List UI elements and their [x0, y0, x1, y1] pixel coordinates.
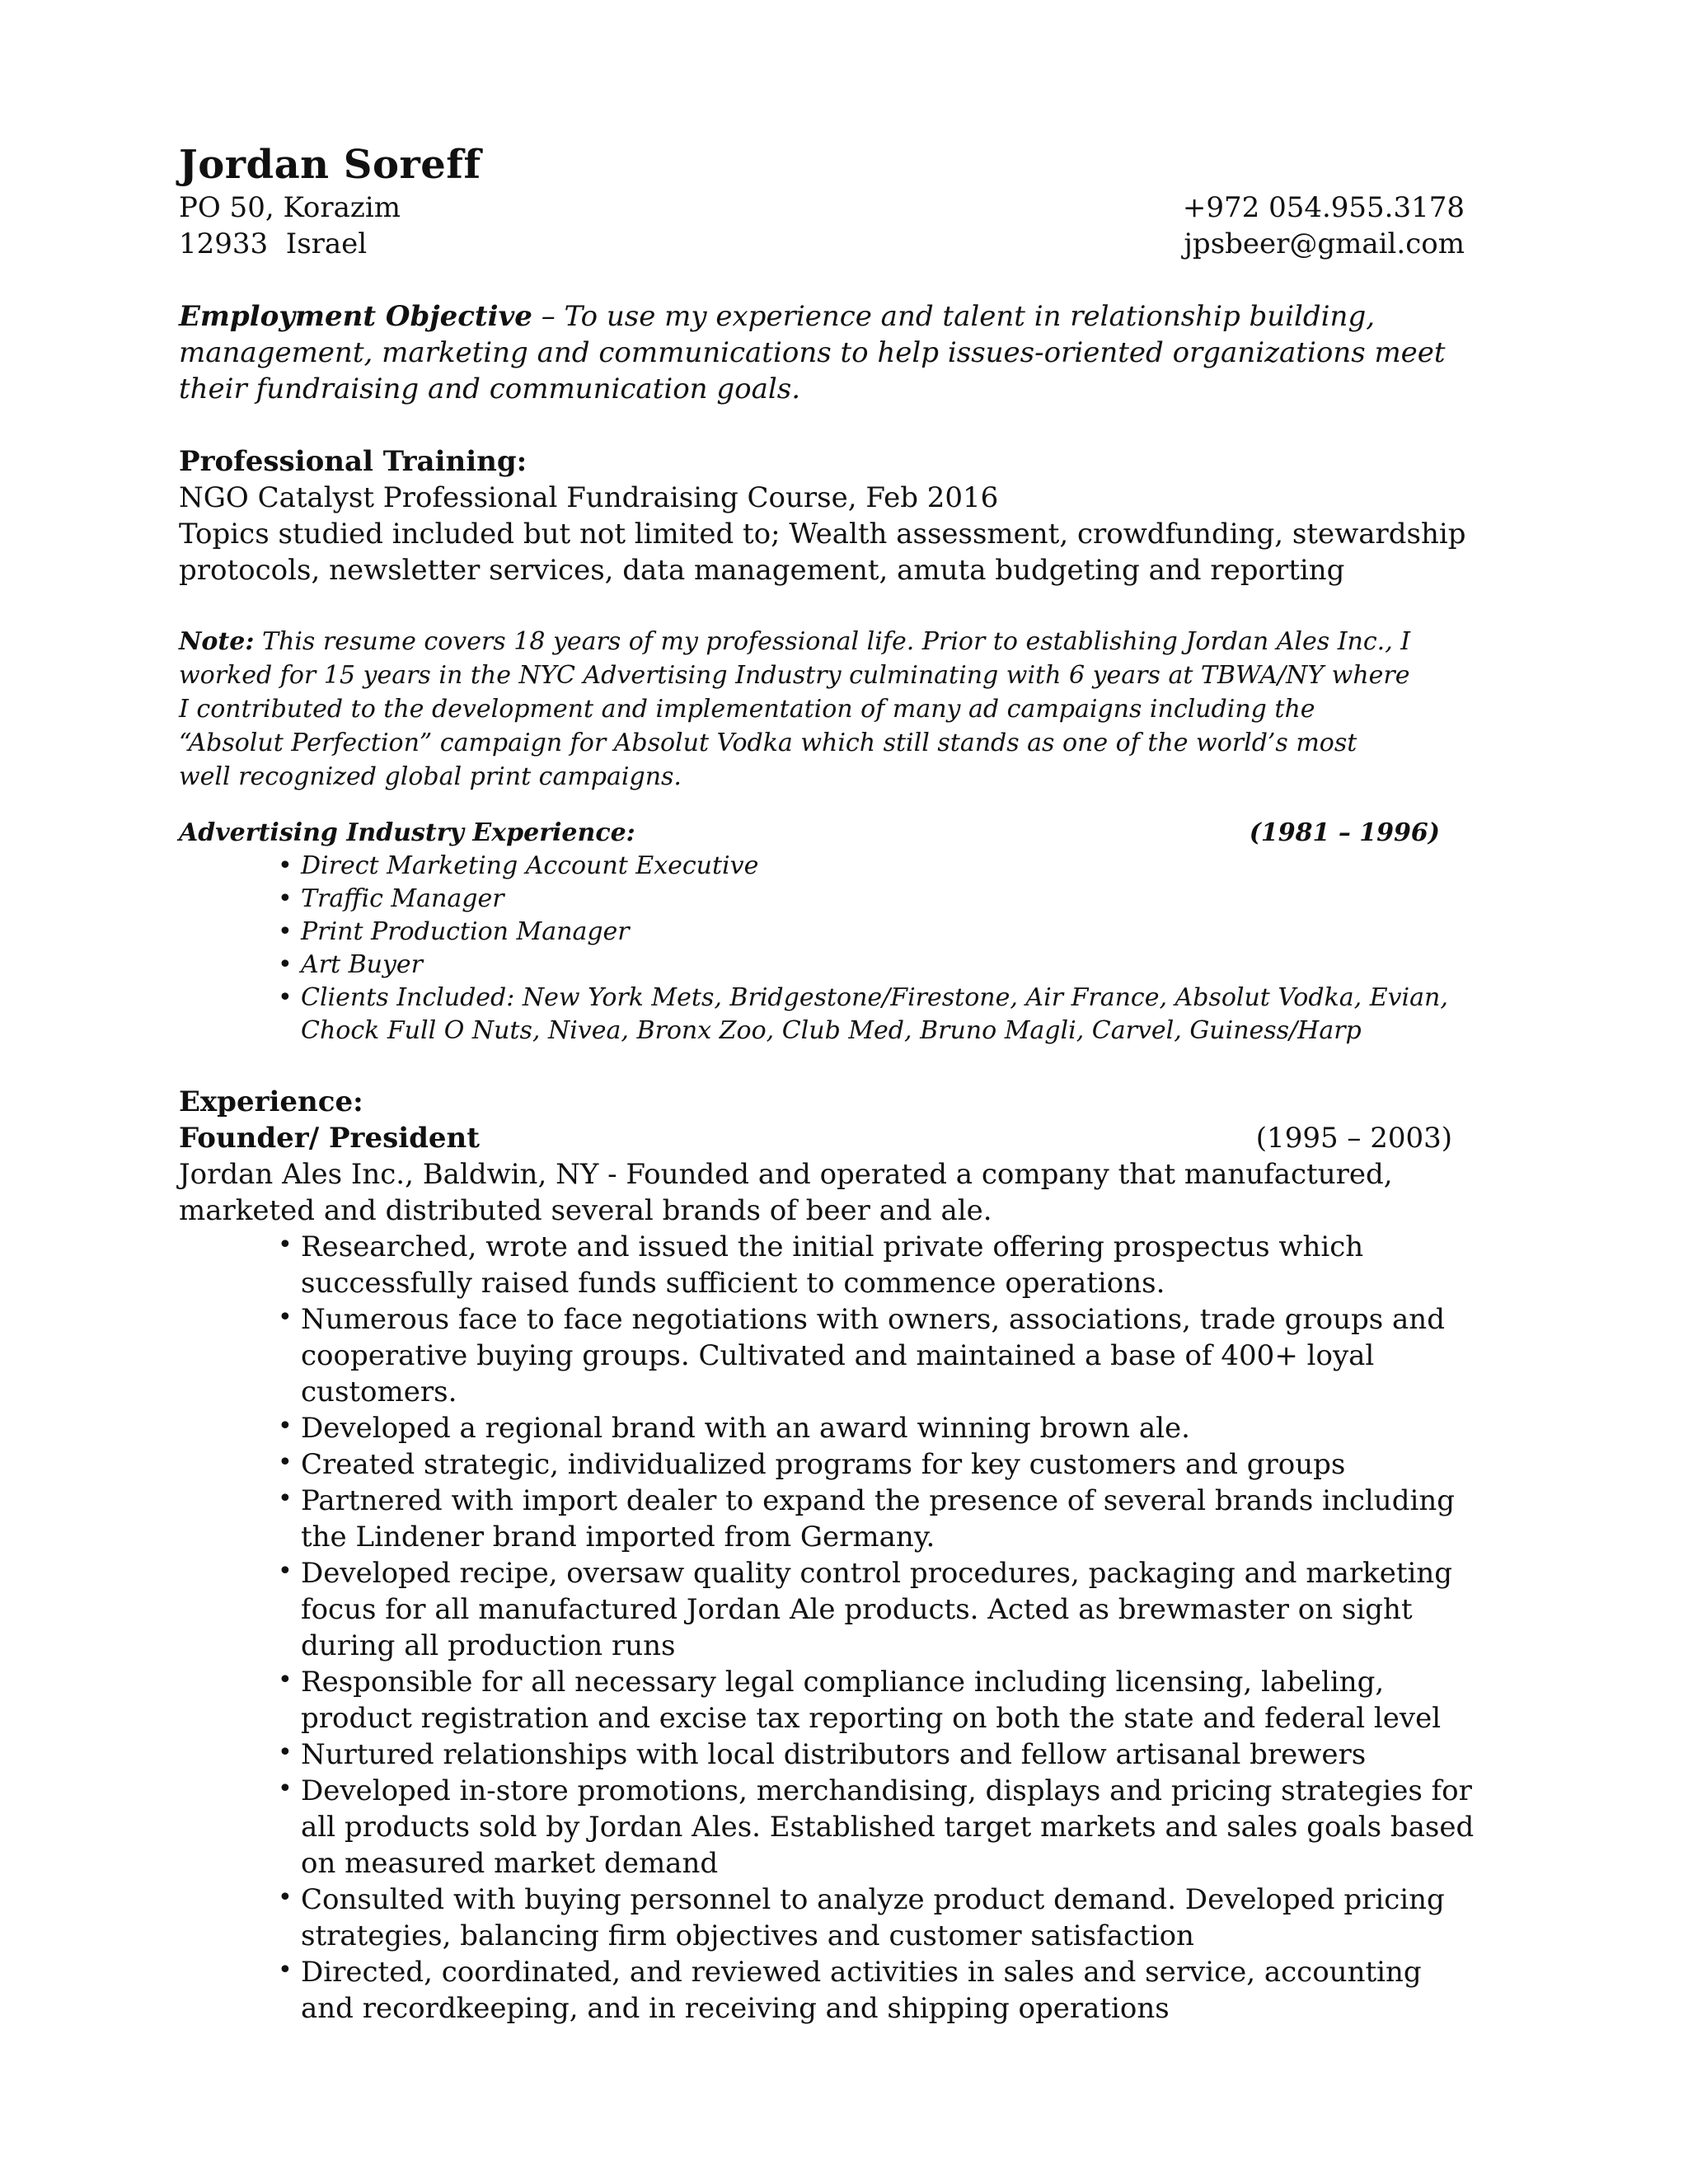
- experience-section: [179, 1084, 1475, 2027]
- bullet-glyph: •: [278, 1484, 293, 1513]
- list-item: • Created strategic, individualized programs for key customers and groups: [278, 1446, 1481, 1483]
- bullet-glyph: •: [278, 1774, 293, 1803]
- bullet-glyph: •: [278, 1448, 293, 1477]
- bullet-glyph: •: [278, 1883, 293, 1912]
- list-item: • Clients Included: New York Mets, Bridgestone/Firestone, Air France, Absolut Vodka, Evian, Chock Full O Nuts, Nivea, Bronx Zoo, Club Med, Bruno Magli, Carvel, Guiness/Harp: [278, 983, 1448, 1045]
- list-item: • Directed, coordinated, and reviewed activities in sales and service, accounting and recordkeeping, and in receiving and shipping operations: [278, 1954, 1481, 2027]
- bullet-glyph: •: [278, 1738, 293, 1767]
- list-item: • Art Buyer: [278, 949, 1473, 982]
- bullet-glyph: •: [278, 950, 293, 979]
- bullet-glyph: •: [278, 983, 293, 1012]
- phone-number: +972 054.955.3178: [1182, 191, 1465, 224]
- objective-text: – To use my experience and talent in relationship building, management, marketing and communications to help issues-oriented organizations meet their fundraising and communication goals.: [179, 300, 1446, 405]
- bullet-glyph: •: [278, 1956, 293, 1985]
- training-heading: Professional Training:: [179, 445, 528, 478]
- contact-row-2: [179, 226, 1465, 262]
- list-item: • Partnered with import dealer to expand the presence of several brands including the Lindener brand imported from Germany.: [278, 1483, 1481, 1555]
- bullet-glyph: •: [278, 1303, 293, 1332]
- experience-heading: Experience:: [179, 1085, 363, 1118]
- list-item: • Print Production Manager: [278, 916, 1473, 949]
- email-address: jpsbeer@gmail.com: [1184, 227, 1465, 260]
- list-item: • Developed in-store promotions, merchandising, displays and pricing strategies for all products sold by Jordan Ales. Established target markets and sales goals based on measured market demand: [278, 1773, 1481, 1882]
- advertising-experience-section: [179, 817, 1465, 1047]
- advertising-list: [179, 850, 1473, 1047]
- list-item: • Developed a regional brand with an award winning brown ale.: [278, 1410, 1481, 1446]
- bullet-glyph: •: [278, 851, 293, 880]
- experience-list: [179, 1229, 1481, 2027]
- role-row: [179, 1120, 1452, 1156]
- bullet-glyph: •: [278, 917, 293, 946]
- bullet-glyph: •: [278, 1230, 293, 1259]
- bullet-glyph: •: [278, 1412, 293, 1441]
- address-line-1: PO 50, Korazim: [179, 191, 401, 224]
- advertising-heading: Advertising Industry Experience:: [179, 818, 635, 847]
- company-description: Jordan Ales Inc., Baldwin, NY - Founded and operated a company that manufactured, marketed and distributed several brands of beer and ale.: [179, 1158, 1393, 1227]
- list-item: • Consulted with buying personnel to analyze product demand. Developed pricing strategies, balancing firm objectives and customer satisfaction: [278, 1882, 1481, 1954]
- list-item: • Numerous face to face negotiations with owners, associations, trade groups and cooperative buying groups. Cultivated and maintained a base of 400+ loyal customers.: [278, 1301, 1481, 1410]
- training-topics: Topics studied included but not limited to; Wealth assessment, crowdfunding, stewardship protocols, newsletter services, data management, amuta budgeting and reporting: [179, 518, 1466, 587]
- bullet-glyph: •: [278, 1666, 293, 1694]
- note-text: This resume covers 18 years of my professional life. Prior to establishing Jordan Ales Inc., I worked for 15 years in the NYC Advertising Industry culminating with 6 years at TBWA/NY where I contributed to the development and implementation of many ad campaigns including the “Absolut Perfection” campaign for Absolut Vodka which still stands as one of the world’s most well recognized global print campaigns.: [179, 627, 1411, 791]
- training-course: NGO Catalyst Professional Fundraising Course, Feb 2016: [179, 481, 999, 514]
- employment-objective: [179, 298, 1481, 407]
- professional-training-section: [179, 443, 1465, 588]
- role-dates: (1995 – 2003): [1255, 1122, 1452, 1155]
- resume-note: [179, 625, 1415, 794]
- advertising-heading-row: [179, 817, 1440, 850]
- list-item: • Researched, wrote and issued the initial private offering prospectus which successfully raised funds sufficient to commence operations.: [278, 1229, 1481, 1301]
- resume-page: [179, 140, 1475, 2027]
- bullet-glyph: •: [278, 884, 293, 913]
- list-item: • Nurtured relationships with local distributors and fellow artisanal brewers: [278, 1736, 1481, 1773]
- contact-row-1: [179, 190, 1465, 226]
- role-title: Founder/ President: [179, 1122, 480, 1155]
- list-item: • Developed recipe, oversaw quality control procedures, packaging and marketing focus for all manufactured Jordan Ale products. Acted as brewmaster on sight during all production runs: [278, 1555, 1481, 1664]
- list-item: • Direct Marketing Account Executive: [278, 850, 1473, 883]
- advertising-dates: (1981 – 1996): [1249, 818, 1440, 847]
- bullet-glyph: •: [278, 1557, 293, 1586]
- candidate-name: Jordan Soreff: [179, 142, 481, 188]
- note-label: Note:: [179, 627, 255, 656]
- address-line-2: 12933 Israel: [179, 227, 368, 260]
- list-item: • Responsible for all necessary legal compliance including licensing, labeling, product registration and excise tax reporting on both the state and federal level: [278, 1664, 1481, 1736]
- objective-label: Employment Objective: [179, 300, 532, 333]
- list-item: • Traffic Manager: [278, 883, 1473, 916]
